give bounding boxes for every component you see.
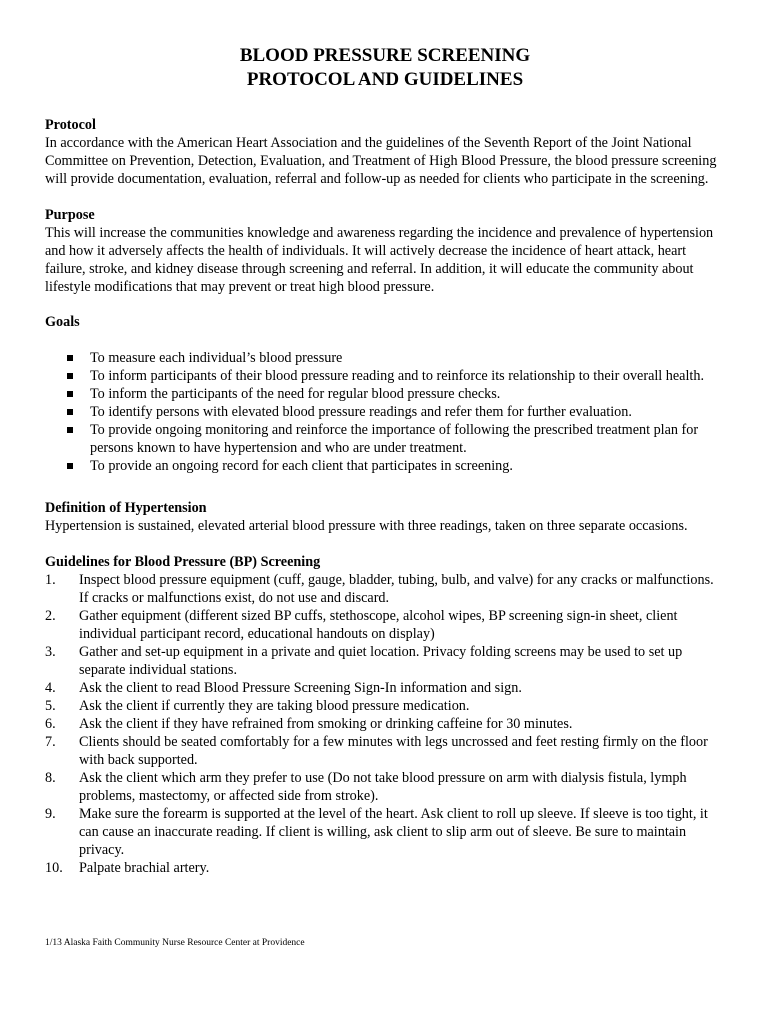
bullet-icon <box>67 355 73 361</box>
goal-item: To inform the participants of the need for regular blood pressure checks. <box>45 385 725 403</box>
guideline-step: 10. Palpate brachial artery. <box>45 860 210 876</box>
title-line-1: BLOOD PRESSURE SCREENING <box>239 45 531 66</box>
guidelines-section <box>45 553 725 877</box>
purpose-heading: Purpose <box>45 207 95 223</box>
page-footer: 1/13 Alaska Faith Community Nurse Resource Center at Providence <box>45 938 305 948</box>
purpose-section <box>45 206 725 296</box>
guideline-step: 7. Clients should be seated comfortably for a few minutes with legs uncrossed and feet resting firmly on the floor with back supported. <box>45 734 708 768</box>
protocol-heading: Protocol <box>45 117 96 133</box>
goals-list <box>45 349 725 475</box>
goals-section <box>45 313 725 475</box>
goal-item: To measure each individual’s blood pressure <box>45 349 725 367</box>
guideline-step: 4. Ask the client to read Blood Pressure Screening Sign-In information and sign. <box>45 680 522 696</box>
bullet-icon <box>67 373 73 379</box>
purpose-body: This will increase the communities knowledge and awareness regarding the incidence and prevalence of hypertension and how it adversely affects the health of individuals. It will actively decrease the incidence of heart attack, heart failure, stroke, and kidney disease through screening and referral. In addition, it will educate the community about lifestyle modifications that may prevent or treat high blood pressure. <box>45 225 714 295</box>
protocol-body: In accordance with the American Heart Association and the guidelines of the Seventh Report of the Joint National Committee on Prevention, Detection, Evaluation, and Treatment of High Blood Pressure, the blood pressure screening will provide documentation, evaluation, referral and follow-up as needed for clients who participate in the screening. <box>45 135 717 187</box>
title-line-2: PROTOCOL AND GUIDELINES <box>246 69 524 90</box>
bullet-icon <box>67 427 73 433</box>
document-page <box>45 44 725 877</box>
bullet-icon <box>67 463 73 469</box>
document-title <box>45 44 725 92</box>
guideline-step: 5. Ask the client if currently they are taking blood pressure medication. <box>45 698 470 714</box>
goal-item: To provide ongoing monitoring and reinforce the importance of following the prescribed treatment plan for persons known to have hypertension and who are under treatment. <box>45 421 725 457</box>
definition-heading: Definition of Hypertension <box>45 500 207 516</box>
protocol-section <box>45 116 725 188</box>
definition-body: Hypertension is sustained, elevated arterial blood pressure with three readings, taken on three separate occasions. <box>45 518 688 534</box>
guideline-step: 9. Make sure the forearm is supported at the level of the heart. Ask client to roll up sleeve. If sleeve is too tight, it can cause an inaccurate reading. If client is willing, ask client to slip arm out of sleeve. Be sure to maintain privacy. <box>45 806 708 858</box>
definition-section <box>45 499 725 535</box>
guideline-step: 1. Inspect blood pressure equipment (cuff, gauge, bladder, tubing, bulb, and valve) for any cracks or malfunctions. If cracks or malfunctions exist, do not use and discard. <box>45 572 714 606</box>
goals-heading: Goals <box>45 314 80 330</box>
goal-item: To identify persons with elevated blood pressure readings and refer them for further evaluation. <box>45 403 725 421</box>
bullet-icon <box>67 409 73 415</box>
bullet-icon <box>67 391 73 397</box>
goal-item: To provide an ongoing record for each client that participates in screening. <box>45 457 725 475</box>
goal-item: To inform participants of their blood pressure reading and to reinforce its relationship to their overall health. <box>45 367 725 385</box>
guideline-step: 6. Ask the client if they have refrained from smoking or drinking caffeine for 30 minutes. <box>45 716 573 732</box>
guidelines-list <box>45 571 725 877</box>
guidelines-heading: Guidelines for Blood Pressure (BP) Screening <box>45 554 321 570</box>
guideline-step: 2. Gather equipment (different sized BP cuffs, stethoscope, alcohol wipes, BP screening sign-in sheet, client individual participant record, educational handouts on display) <box>45 608 678 642</box>
guideline-step: 3. Gather and set-up equipment in a private and quiet location. Privacy folding screens may be used to set up separate individual stations. <box>45 644 683 678</box>
guideline-step: 8. Ask the client which arm they prefer to use (Do not take blood pressure on arm with dialysis fistula, lymph problems, mastectomy, or affected side from stroke). <box>45 770 687 804</box>
